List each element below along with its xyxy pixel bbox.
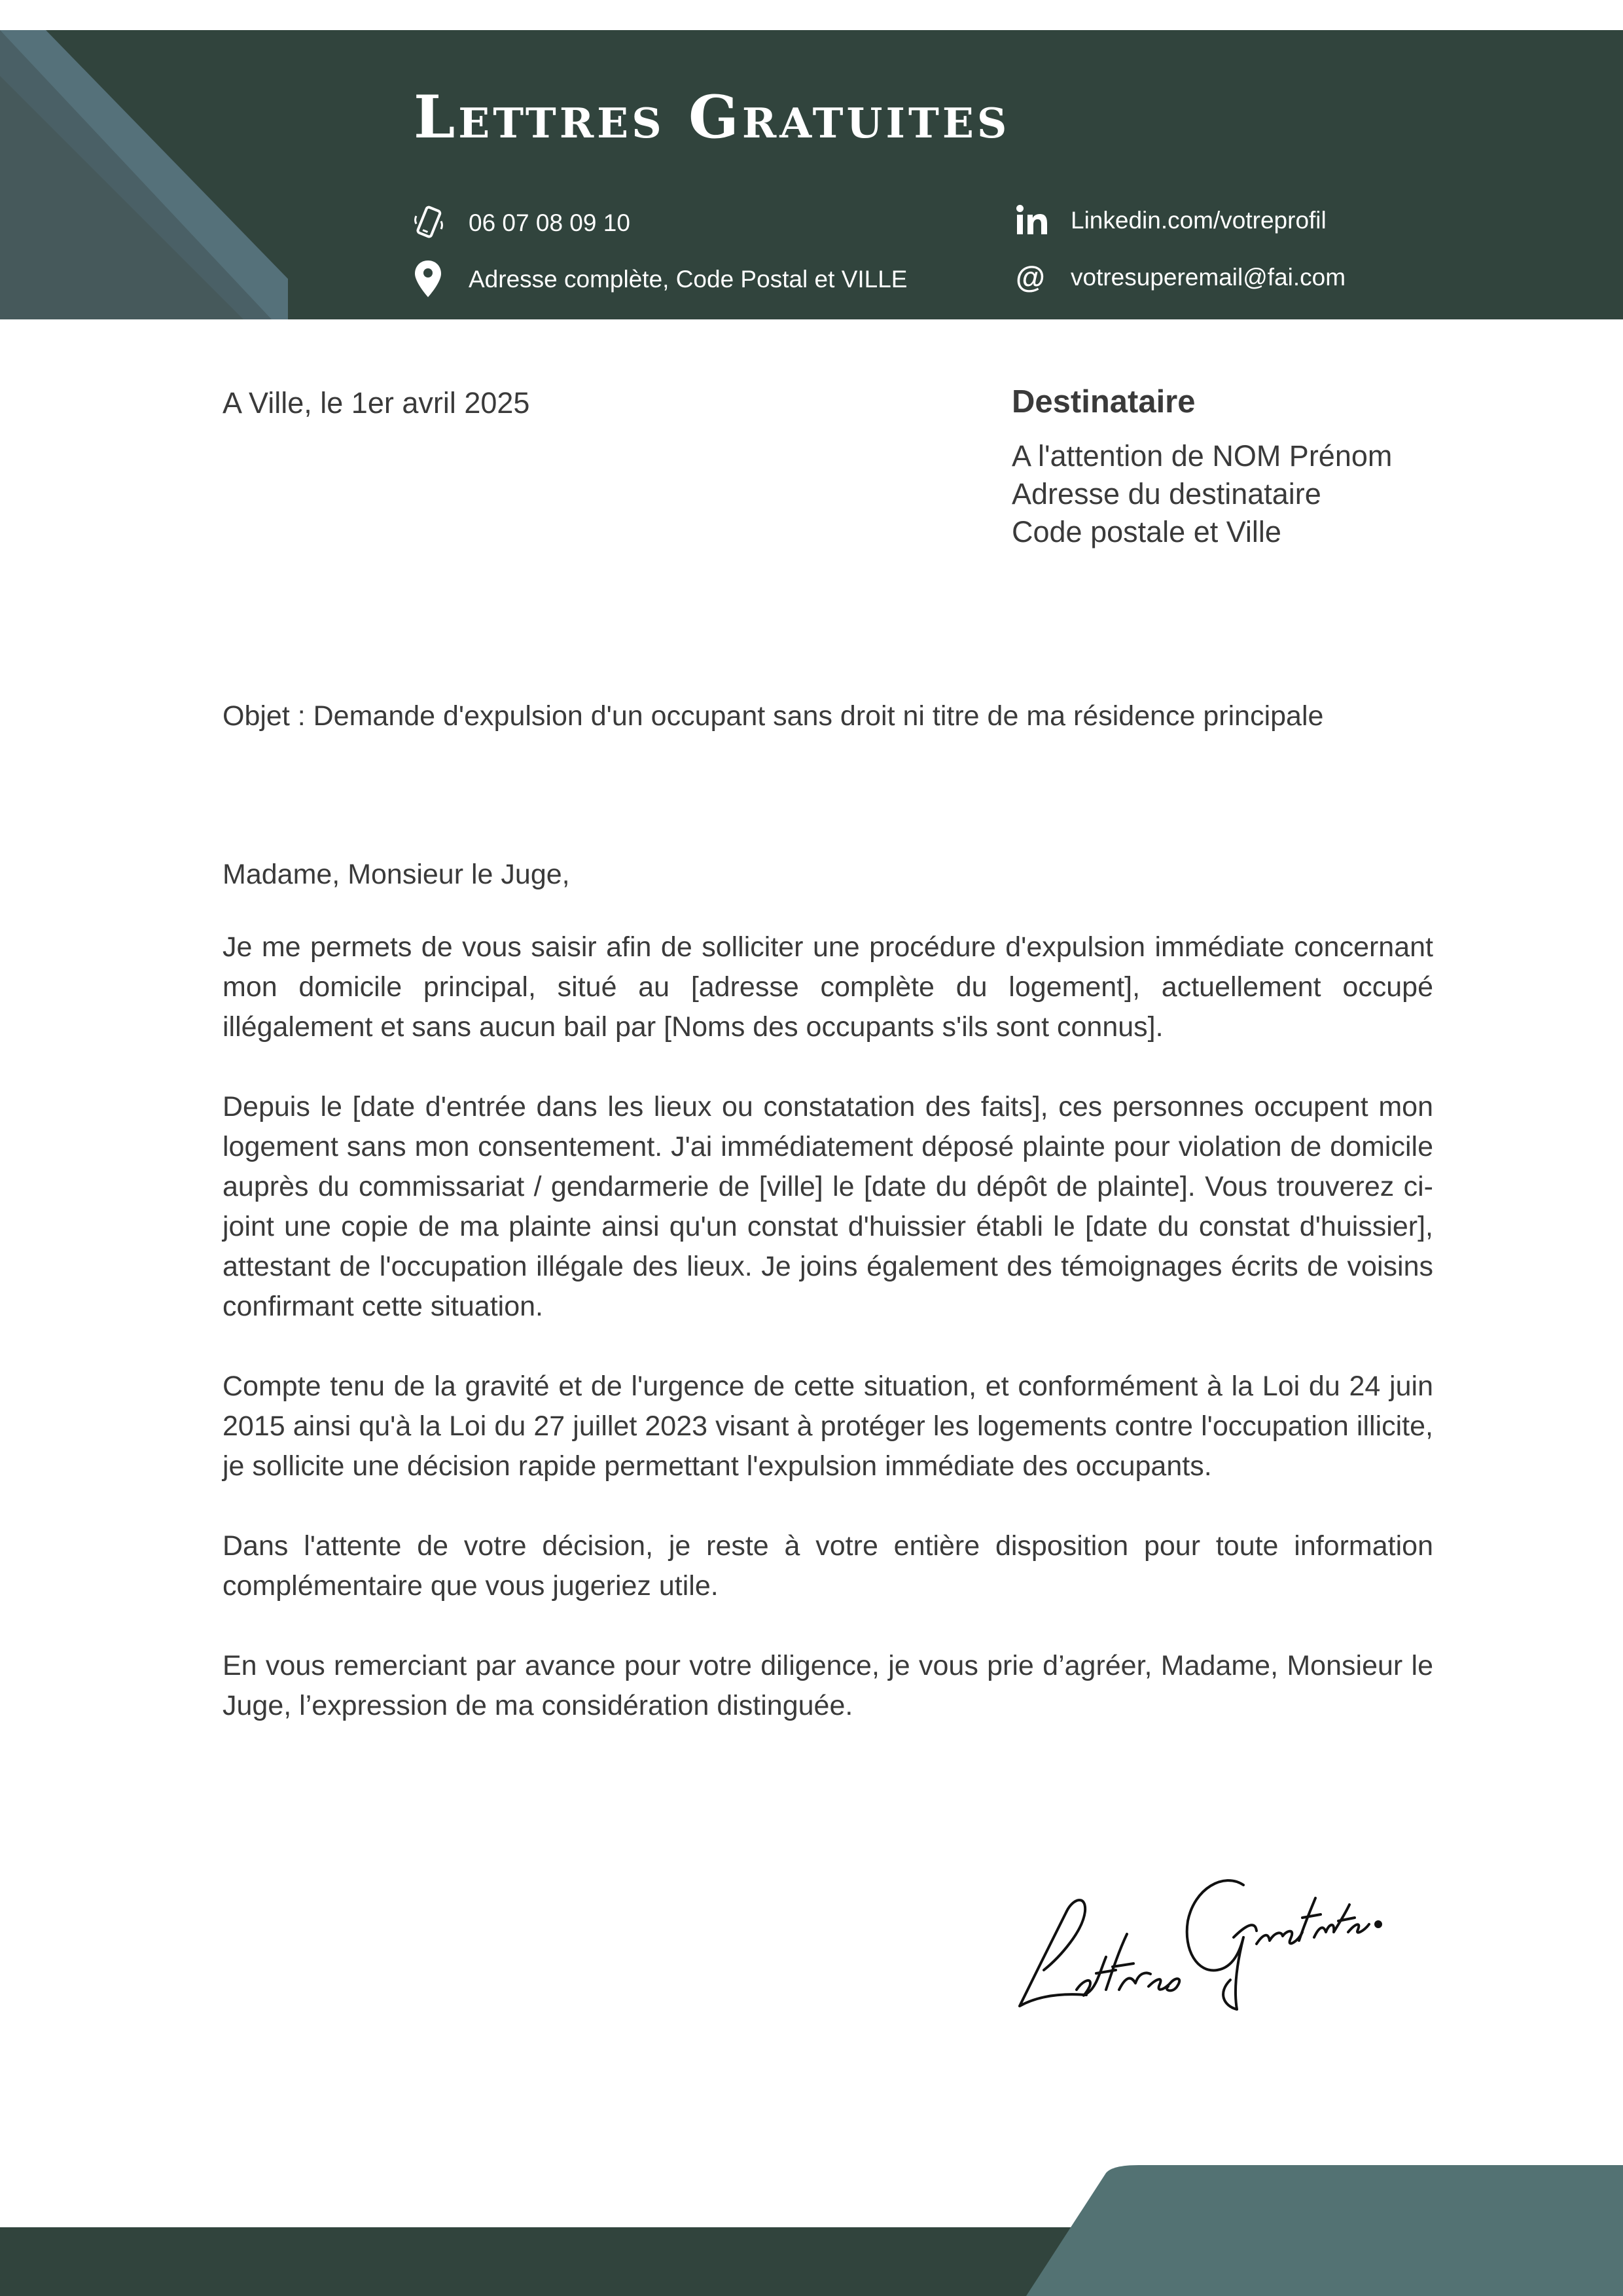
closing-paragraph: En vous remerciant par avance pour votre diligence, je vous prie d’agréer, Madame, Monsieur le Juge, l’expression de ma considération distinguée.	[223, 1650, 1433, 1721]
brand-name: Lettres Gratuites	[414, 82, 1010, 152]
location-pin-icon	[414, 259, 454, 299]
recipient-title: Destinataire	[1012, 384, 1196, 420]
email-address[interactable]: votresuperemail@fai.com	[1071, 263, 1346, 291]
contact-linkedin	[1016, 200, 1327, 240]
corner-stripe-decoration	[0, 30, 288, 319]
salutation: Madame, Monsieur le Juge,	[223, 859, 570, 890]
body-paragraph: Compte tenu de la gravité et de l'urgence de cette situation, et conformément à la Loi du 24 juin 2015 ainsi qu'à la Loi du 27 juillet 2023 visant à protéger les logements contre l'occupation illicite, je sollicite une décision rapide permettant l'expulsion immédiate des occupants.	[223, 1371, 1433, 1482]
phone-icon	[414, 202, 454, 243]
body-paragraph: Je me permets de vous saisir afin de solliciter une procédure d'expulsion immédiate concernant mon domicile principal, situé au [adresse complète du logement], actuellement occupé illégalement et sans aucun bail par [Noms des occupants s'ils sont connus].	[223, 931, 1433, 1043]
letter-body	[223, 855, 1433, 1766]
contact-phone	[414, 202, 630, 243]
contact-address	[414, 259, 907, 299]
linkedin-profile-link[interactable]: Linkedin.com/votreprofil	[1071, 206, 1327, 234]
recipient-line: Adresse du destinataire	[1012, 477, 1321, 511]
body-paragraph: Depuis le [date d'entrée dans les lieux ou constatation des faits], ces personnes occupent mon logement sans mon consentement. J'ai immédiatement déposé plainte pour violation de domicile auprès du commissariat / gendarmerie de [ville] le [date du dépôt de plainte]. Vous trouverez ci-joint une copie de ma plainte ainsi qu'un constat d'huissier établi le [date du constat d'huissier], attestant de l'occupation illégale des lieux. Je joins également des témoignages écrits de voisins confirmant cette situation.	[223, 1091, 1433, 1322]
date-line: A Ville, le 1er avril 2025	[223, 386, 530, 420]
postal-address: Adresse complète, Code Postal et VILLE	[469, 265, 908, 293]
at-sign-icon: @	[1016, 260, 1045, 294]
contact-email	[1016, 257, 1346, 297]
recipient-block	[1012, 384, 1392, 551]
linkedin-icon	[1016, 200, 1056, 240]
letterhead-banner	[0, 30, 1623, 319]
body-paragraph: Dans l'attente de votre décision, je reste à votre entière disposition pour toute information complémentaire que vous jugeriez utile.	[223, 1530, 1433, 1602]
subject-line: Objet : Demande d'expulsion d'un occupant sans droit ni titre de ma résidence principale	[223, 700, 1324, 732]
recipient-line: Code postale et Ville	[1012, 515, 1281, 548]
footer-band	[0, 2160, 1623, 2296]
recipient-line: A l'attention de NOM Prénom	[1012, 439, 1393, 473]
phone-number: 06 07 08 09 10	[469, 209, 630, 236]
handwritten-signature	[1008, 1859, 1387, 2026]
